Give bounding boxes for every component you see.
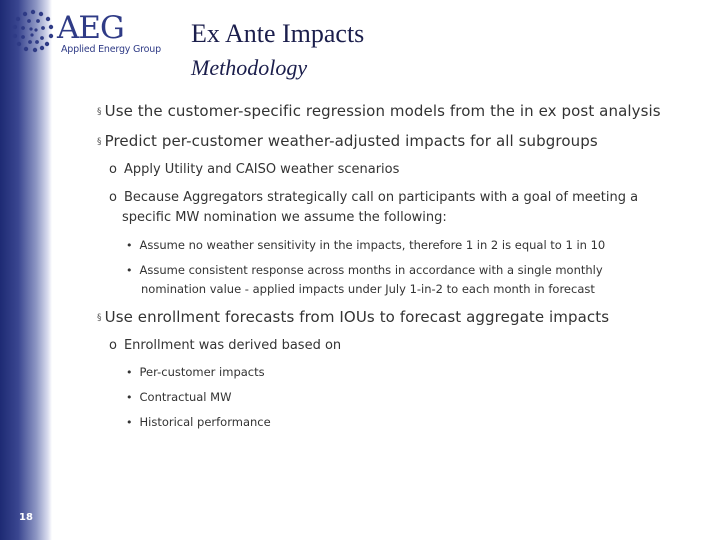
- bullet-marker: o: [109, 190, 117, 205]
- bullet-level2-item: [109, 190, 638, 205]
- bullet-text: Predict per-customer weather-adjusted impacts for all subgroups: [104, 132, 598, 150]
- side-gradient-band: [0, 0, 52, 540]
- bullet-text: Apply Utility and CAISO weather scenarios: [123, 162, 400, 177]
- company-logo: [10, 8, 180, 66]
- bullet-marker: •: [126, 239, 133, 252]
- bullet-level3-item: [126, 390, 231, 404]
- logo-globe-icon: [10, 8, 56, 54]
- bullet-text: Use enrollment forecasts from IOUs to forecast aggregate impacts: [104, 308, 610, 326]
- logo-wordmark: AEG: [57, 10, 124, 46]
- bullet-level2-item: [109, 338, 341, 353]
- bullet-marker: o: [109, 162, 117, 177]
- bullet-marker: o: [109, 338, 117, 353]
- bullet-level1-item: [97, 132, 598, 150]
- bullet-level3-item: [126, 238, 605, 252]
- bullet-level3-item: [126, 365, 265, 379]
- bullet-text: Assume no weather sensitivity in the impacts, therefore 1 in 2 is equal to 1 in 10: [139, 238, 606, 252]
- bullet-text: Per-customer impacts: [139, 365, 265, 379]
- bullet-level2-item: [109, 162, 399, 177]
- slide-subtitle: Methodology: [191, 55, 308, 80]
- bullet-text: Because Aggregators strategically call on participants with a goal of meeting a: [123, 190, 639, 205]
- bullet-text: Use the customer-specific regression models from the in ex post analysis: [104, 102, 661, 120]
- bullet-marker: §: [97, 313, 102, 323]
- bullet-marker: §: [97, 107, 102, 117]
- bullet-text: Contractual MW: [139, 390, 232, 404]
- bullet-continuation-text: specific MW nomination we assume the following:: [122, 210, 447, 225]
- bullet-marker: §: [97, 137, 102, 147]
- bullet-text: Enrollment was derived based on: [123, 338, 342, 353]
- bullet-marker: •: [126, 366, 133, 379]
- bullet-level3-item: [126, 263, 603, 277]
- bullet-level1-item: [97, 308, 609, 326]
- bullet-level3-item: [126, 415, 271, 429]
- bullet-level1-item: [97, 102, 661, 120]
- bullet-marker: •: [126, 416, 133, 429]
- bullet-text: Assume consistent response across months in accordance with a single monthly: [139, 263, 603, 277]
- bullet-continuation-text: nomination value - applied impacts under July 1-in-2 to each month in forecast: [141, 282, 595, 296]
- bullet-marker: •: [126, 264, 133, 277]
- slide-title: Ex Ante Impacts: [191, 19, 365, 48]
- bullet-text: Historical performance: [139, 415, 271, 429]
- bullet-marker: •: [126, 391, 133, 404]
- logo-tagline: Applied Energy Group: [61, 44, 161, 55]
- page-number: 18: [19, 512, 33, 523]
